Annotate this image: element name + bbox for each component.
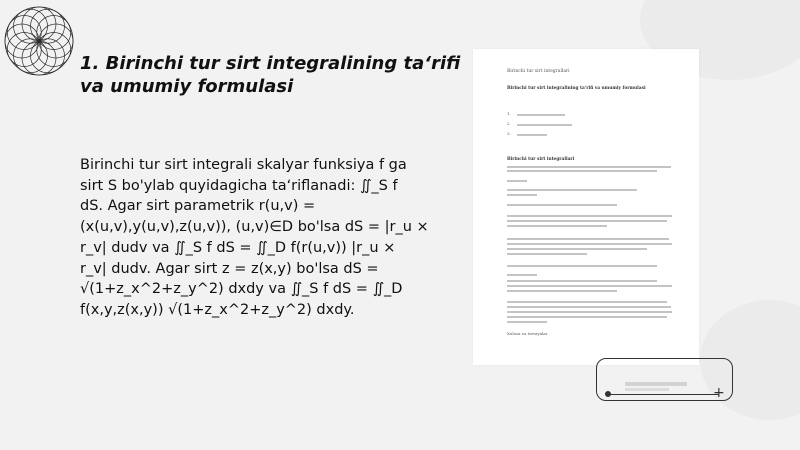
text-line <box>507 220 667 222</box>
text-line <box>507 301 667 303</box>
text-line <box>517 124 572 126</box>
text-line <box>507 311 672 313</box>
slide-title <box>80 52 461 98</box>
document-intro-heading: Birinchi tur sirt integralining ta‘rifi va umumiy formulasi <box>507 86 646 91</box>
circle-rosette-ornament-icon <box>2 4 76 78</box>
text-line <box>517 134 547 136</box>
text-line <box>507 274 537 276</box>
body-line: (x(u,v),y(u,v),z(u,v)), (u,v)∈D bo'lsa dS = |r_u × <box>80 219 429 236</box>
text-line <box>507 194 537 196</box>
document-page-thumbnail <box>473 49 699 365</box>
body-line: √(1+z_x^2+z_y^2) dxdy va ∬_S f dS = ∬_D <box>80 281 403 298</box>
document-header: Birinchi tur sirt integrallari <box>507 69 570 74</box>
text-line <box>517 114 565 116</box>
document-section-heading: Birinchi tur sirt integrallari <box>507 157 575 162</box>
body-line: r_v| dudv va ∬_S f dS = ∬_D f(r(u,v)) |r_u × <box>80 239 396 256</box>
text-line <box>507 204 617 206</box>
document-list-marker: 1. <box>507 111 511 116</box>
text-line <box>507 238 669 240</box>
text-line <box>507 285 672 287</box>
document-last-heading: Xulosa va tavsiyalar <box>507 331 548 336</box>
text-line <box>507 280 657 282</box>
body-line: Birinchi tur sirt integrali skalyar funksiya f ga <box>80 157 407 173</box>
slide-body <box>80 155 429 321</box>
blurred-caption <box>625 382 687 386</box>
text-line <box>507 248 647 250</box>
body-line: f(x,y,z(x,y)) √(1+z_x^2+z_y^2) dxdy. <box>80 301 355 318</box>
body-line: sirt S bo'ylab quyidagicha ta‘riflanadi: ∬_S f <box>80 177 398 194</box>
divider-line <box>608 394 719 395</box>
text-line <box>507 189 637 191</box>
document-list-marker: 2. <box>507 121 511 126</box>
text-line <box>507 290 617 292</box>
text-line <box>507 316 667 318</box>
text-line <box>507 170 657 172</box>
dot-icon <box>605 391 611 397</box>
body-line: r_v| dudv. Agar sirt z = z(x,y) bo'lsa dS = <box>80 260 379 277</box>
decorative-frame <box>596 358 733 401</box>
slide-title-line: va umumiy formulasi <box>80 76 294 97</box>
text-line <box>507 243 672 245</box>
text-line <box>507 180 527 182</box>
slide-title-line: 1. Birinchi tur sirt integralining ta‘rifi <box>80 53 461 74</box>
body-line: dS. Agar sirt parametrik r(u,v) = <box>80 198 316 215</box>
blurred-caption <box>625 388 669 391</box>
text-line <box>507 265 657 267</box>
text-line <box>507 253 587 255</box>
text-line <box>507 321 547 323</box>
document-list-marker: 3. <box>507 131 511 136</box>
text-line <box>507 306 671 308</box>
text-line <box>507 215 672 217</box>
text-line <box>507 225 607 227</box>
plus-icon: + <box>713 385 725 401</box>
text-line <box>507 166 671 168</box>
